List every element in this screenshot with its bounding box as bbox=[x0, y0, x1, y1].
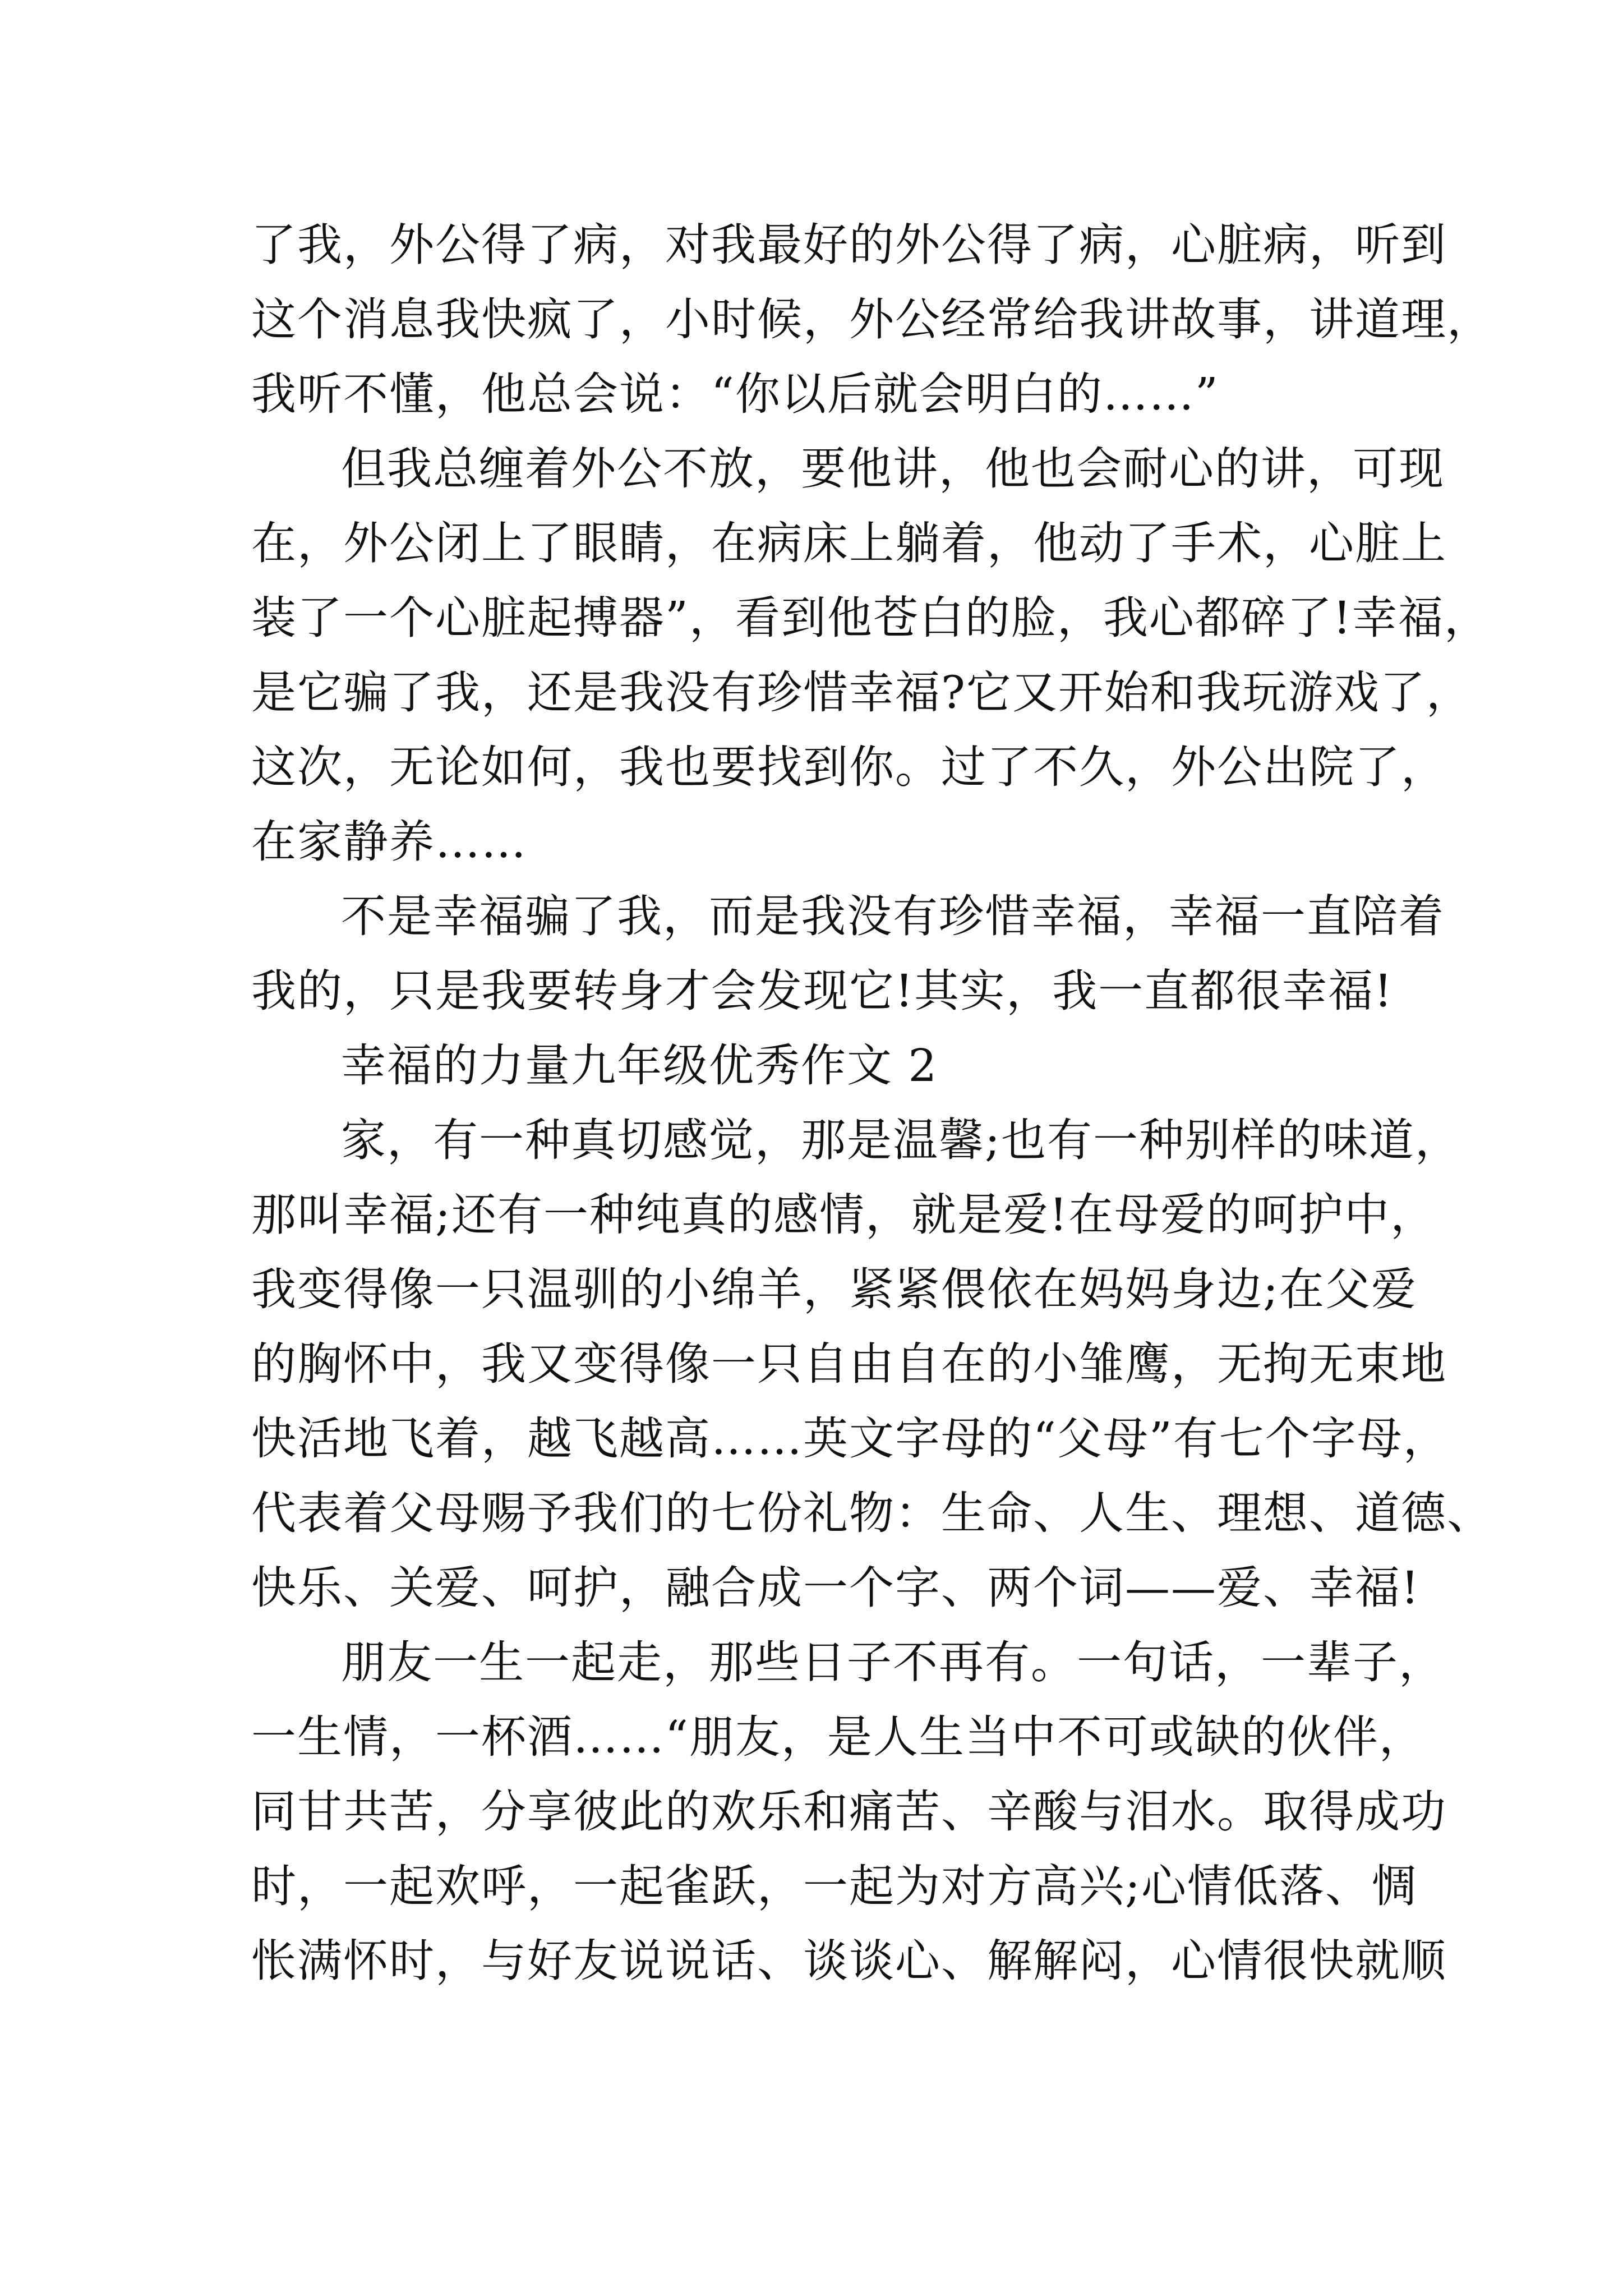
text-line: 快乐、关爱、呵护，融合成一个字、两个词——爱、幸福! bbox=[251, 1562, 1421, 1614]
text-line: 这次，无论如何，我也要找到你。过了不久，外公出院了， bbox=[251, 741, 1447, 793]
text-line: 了我，外公得了病，对我最好的外公得了病，心脏病，听到 bbox=[251, 219, 1447, 271]
section-heading bbox=[251, 1028, 1390, 1103]
text-line: 装了一个心脏起搏器”，看到他苍白的脸，我心都碎了!幸福， bbox=[251, 592, 1491, 644]
text-line: 我变得像一只温驯的小绵羊，紧紧偎依在妈妈身边;在父爱 bbox=[251, 1263, 1417, 1315]
text-line: 但我总缠着外公不放，要他讲，他也会耐心的讲，可现 bbox=[341, 443, 1445, 495]
text-line: 同甘共苦，分享彼此的欢乐和痛苦、辛酸与泪水。取得成功 bbox=[251, 1786, 1447, 1838]
text-line: 我听不懂，他总会说：“你以后就会明白的……” bbox=[251, 368, 1219, 420]
text-line: 是它骗了我，还是我没有珍惜幸福?它又开始和我玩游戏了， bbox=[251, 666, 1472, 719]
text-line: 那叫幸福;还有一种纯真的感情，就是爱!在母爱的呵护中， bbox=[251, 1189, 1437, 1241]
text-line: 我的，只是我要转身才会发现它!其实，我一直都很幸福! bbox=[251, 965, 1394, 1017]
text-line: 代表着父母赐予我们的七份礼物：生命、人生、理想、道德、 bbox=[251, 1487, 1493, 1539]
text-line: 一生情，一杯酒……“朋友，是人生当中不可或缺的伙伴， bbox=[251, 1711, 1425, 1763]
paragraph-3 bbox=[251, 879, 1445, 1028]
text-line: 家，有一种真切感觉，那是温馨;也有一种别样的味道， bbox=[341, 1114, 1461, 1166]
text-line: 在，外公闭上了眼睛，在病床上躺着，他动了手术，心脏上 bbox=[251, 517, 1447, 569]
text-line: 时，一起欢呼，一起雀跃，一起为对方高兴;心情低落、惆 bbox=[251, 1860, 1417, 1912]
paragraph-5 bbox=[251, 1103, 1493, 1625]
text-line: 怅满怀时，与好友说说话、谈谈心、解解闷，心情很快就顺 bbox=[251, 1935, 1447, 1987]
paragraph-1 bbox=[251, 208, 1493, 431]
text-line: 的胸怀中，我又变得像一只自由自在的小雏鹰，无拘无束地 bbox=[251, 1338, 1447, 1390]
paragraph-6 bbox=[251, 1625, 1447, 1998]
heading-text: 幸福的力量九年级优秀作文 2 bbox=[341, 1039, 938, 1092]
paragraph-2 bbox=[251, 431, 1491, 879]
text-line: 这个消息我快疯了，小时候，外公经常给我讲故事，讲道理， bbox=[251, 293, 1493, 346]
text-line: 朋友一生一起走，那些日子不再有。一句话，一辈子， bbox=[341, 1636, 1445, 1688]
text-line: 快活地飞着，越飞越高……英文字母的“父母”有七个字母， bbox=[251, 1412, 1449, 1465]
text-line: 在家静养…… bbox=[251, 816, 527, 868]
document-page bbox=[251, 208, 1493, 1998]
text-line: 不是幸福骗了我，而是我没有珍惜幸福，幸福一直陪着 bbox=[341, 890, 1445, 942]
